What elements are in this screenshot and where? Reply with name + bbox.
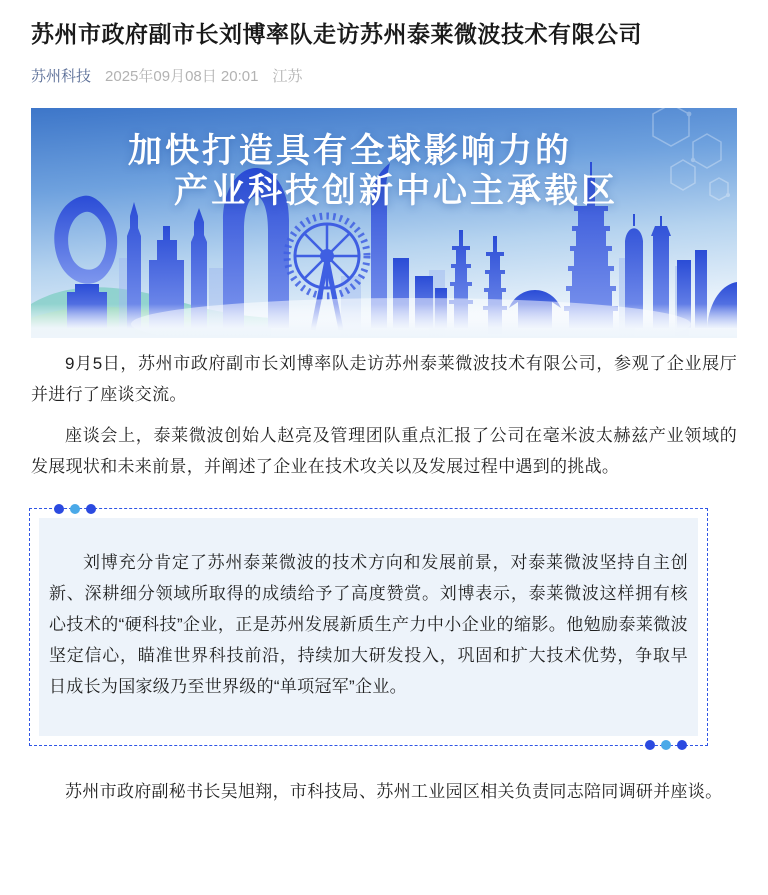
article-title: 苏州市政府副市长刘博率队走访苏州泰莱微波技术有限公司 [31, 21, 642, 47]
article-meta [31, 66, 737, 87]
banner-title-line2: 产业科技创新中心主承载区 [174, 173, 618, 210]
article-paragraph-1: 9月5日，苏州市政府副市长刘博率队走访苏州泰莱微波技术有限公司，参观了企业展厅并进行了座谈交流。 [31, 354, 737, 404]
region-label: 江苏 [272, 68, 303, 85]
dot-icon [70, 504, 80, 514]
highlight-quote-box [29, 508, 708, 746]
article-paragraph-2: 座谈会上，泰莱微波创始人赵亮及管理团队重点汇报了公司在毫米波太赫兹产业领域的发展现状和未来前景，并阐述了企业在技术攻关以及发展过程中遇到的挑战。 [31, 426, 737, 476]
dot-icon [54, 504, 64, 514]
dots-ornament-top [54, 504, 96, 514]
article-page [0, 18, 768, 807]
banner-title-line1: 加快打造具有全球影响力的 [128, 133, 572, 170]
dot-icon [86, 504, 96, 514]
banner-image[interactable] [31, 108, 737, 338]
quote-fill [39, 518, 698, 736]
publish-date: 2025年09月08日 20:01 [105, 68, 259, 85]
dot-icon [661, 740, 671, 750]
quote-paragraph: 刘博充分肯定了苏州泰莱微波的技术方向和发展前景，对泰莱微波坚持自主创新、深耕细分领域所取得的成绩给予了高度赞赏。刘博表示，泰莱微波这样拥有核心技术的“硬科技”企业，正是苏州发展新质生产力中小企业的缩影。他勉励泰莱微波坚定信心，瞄准世界科技前沿，持续加大研发投入，巩固和扩大技术优势，争取早日成长为国家级乃至世界级的“单项冠军”企业。 [49, 553, 688, 696]
article-paragraph-3: 苏州市政府副秘书长吴旭翔，市科技局、苏州工业园区相关负责同志陪同调研并座谈。 [65, 782, 723, 801]
dot-icon [645, 740, 655, 750]
dot-icon [677, 740, 687, 750]
dots-ornament-bottom [645, 740, 687, 750]
city-skyline-graphic [31, 108, 737, 338]
account-name-link[interactable]: 苏州科技 [31, 68, 92, 85]
